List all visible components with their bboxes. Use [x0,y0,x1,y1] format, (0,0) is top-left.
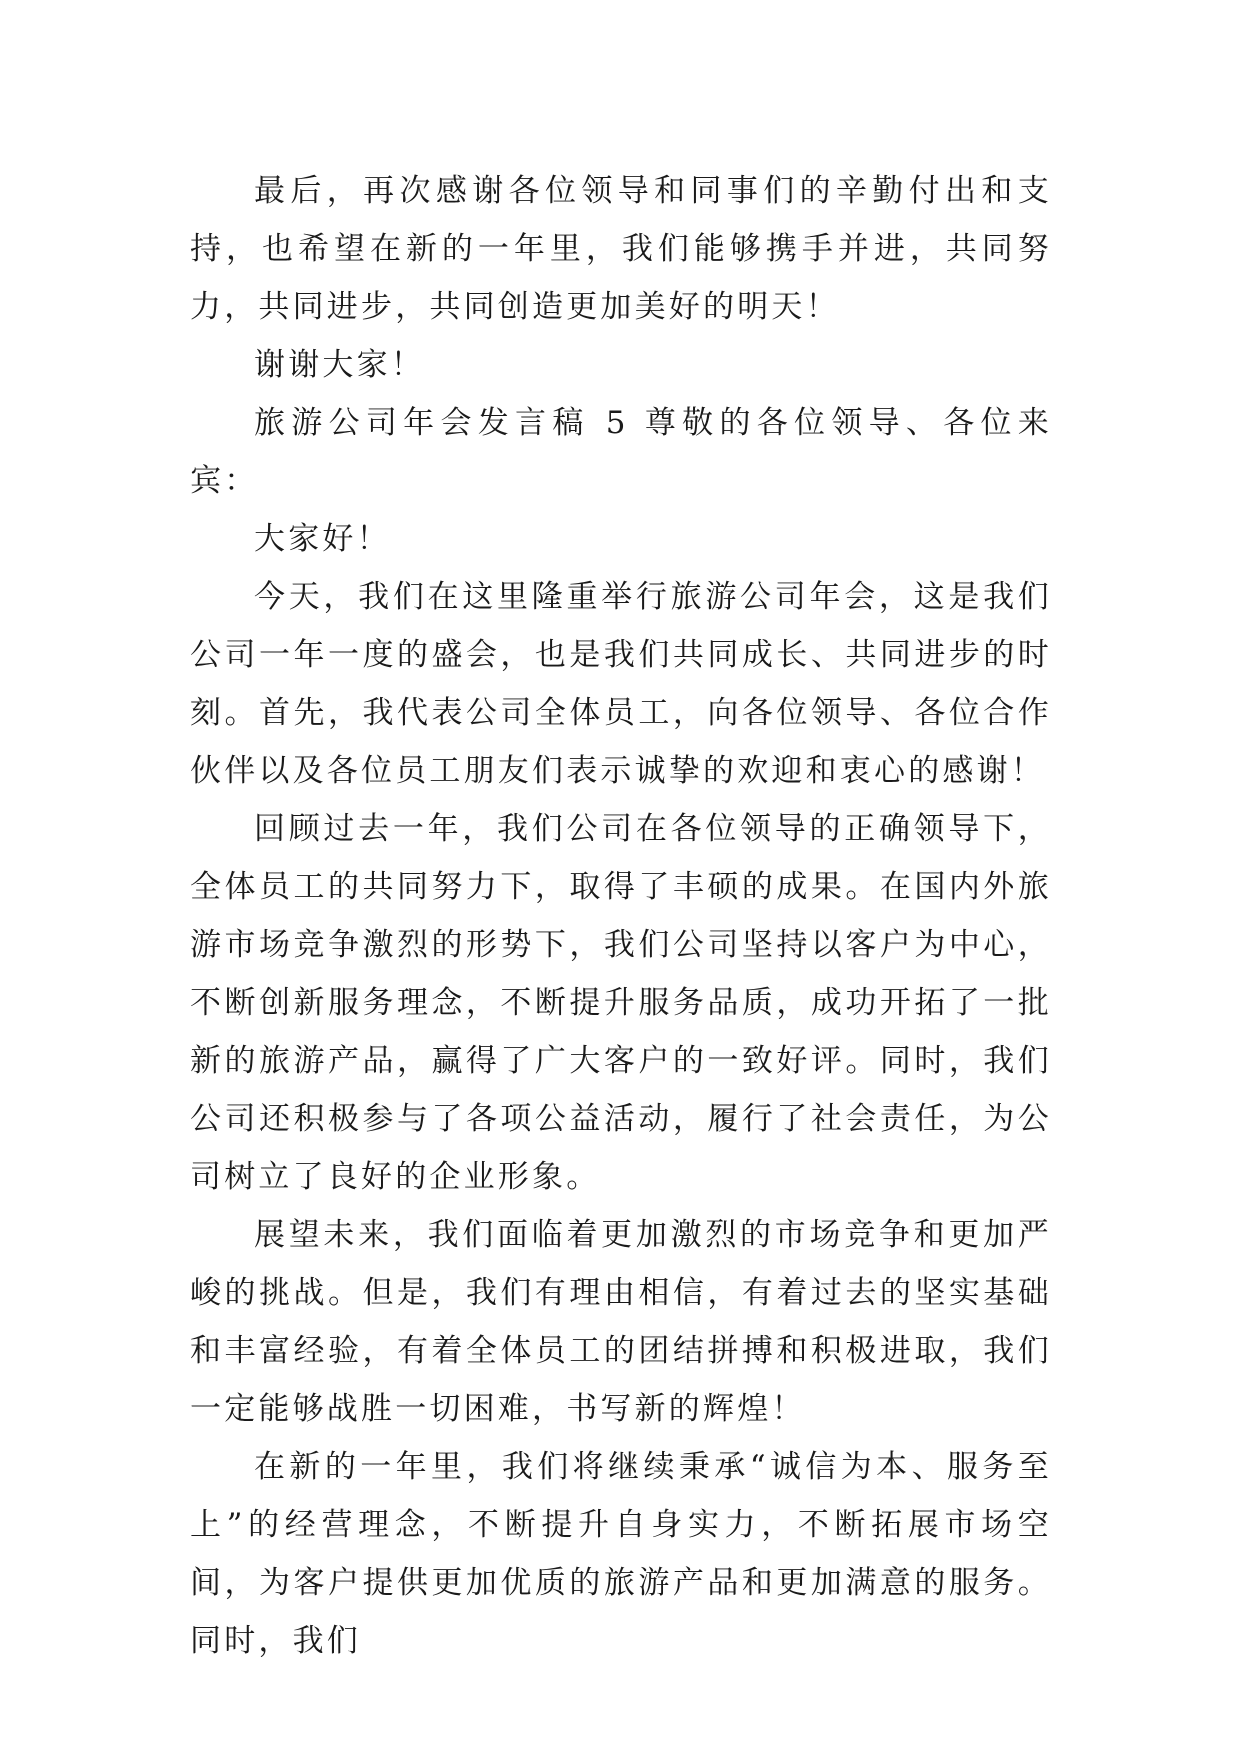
paragraph-closing-thanks: 最后，再次感谢各位领导和同事们的辛勤付出和支持，也希望在新的一年里，我们能够携手并进，共同努力，共同进步，共同创造更加美好的明天！ [190,173,1052,325]
paragraph-thank-you: 谢谢大家！ [254,347,425,383]
paragraph-new-year-plan: 在新的一年里，我们将继续秉承“诚信为本、服务至上”的经营理念，不断提升自身实力，不断拓展市场空间，为客户提供更加优质的旅游产品和更加满意的服务。同时，我们 [190,1449,1052,1659]
paragraph-greeting: 大家好！ [254,521,391,557]
paragraph-outlook: 展望未来，我们面临着更加激烈的市场竞争和更加严峻的挑战。但是，我们有理由相信，有着过去的坚实基础和丰富经验，有着全体员工的团结拼搏和积极进取，我们一定能够战胜一切困难，书写新的辉煌！ [190,1217,1052,1427]
paragraph-opening: 今天，我们在这里隆重举行旅游公司年会，这是我们公司一年一度的盛会，也是我们共同成长、共同进步的时刻。首先，我代表公司全体员工，向各位领导、各位合作伙伴以及各位员工朋友们表示诚挚的欢迎和衷心的感谢！ [190,579,1052,789]
paragraph-review: 回顾过去一年，我们公司在各位领导的正确领导下，全体员工的共同努力下，取得了丰硕的成果。在国内外旅游市场竞争激烈的形势下，我们公司坚持以客户为中心，不断创新服务理念，不断提升服务品质，成功开拓了一批新的旅游产品，赢得了广大客户的一致好评。同时，我们公司还积极参与了各项公益活动，履行了社会责任，为公司树立了良好的企业形象。 [190,811,1052,1195]
document-body [190,162,1052,1670]
paragraph-speech-title: 旅游公司年会发言稿 5 尊敬的各位领导、各位来宾： [190,405,1052,499]
